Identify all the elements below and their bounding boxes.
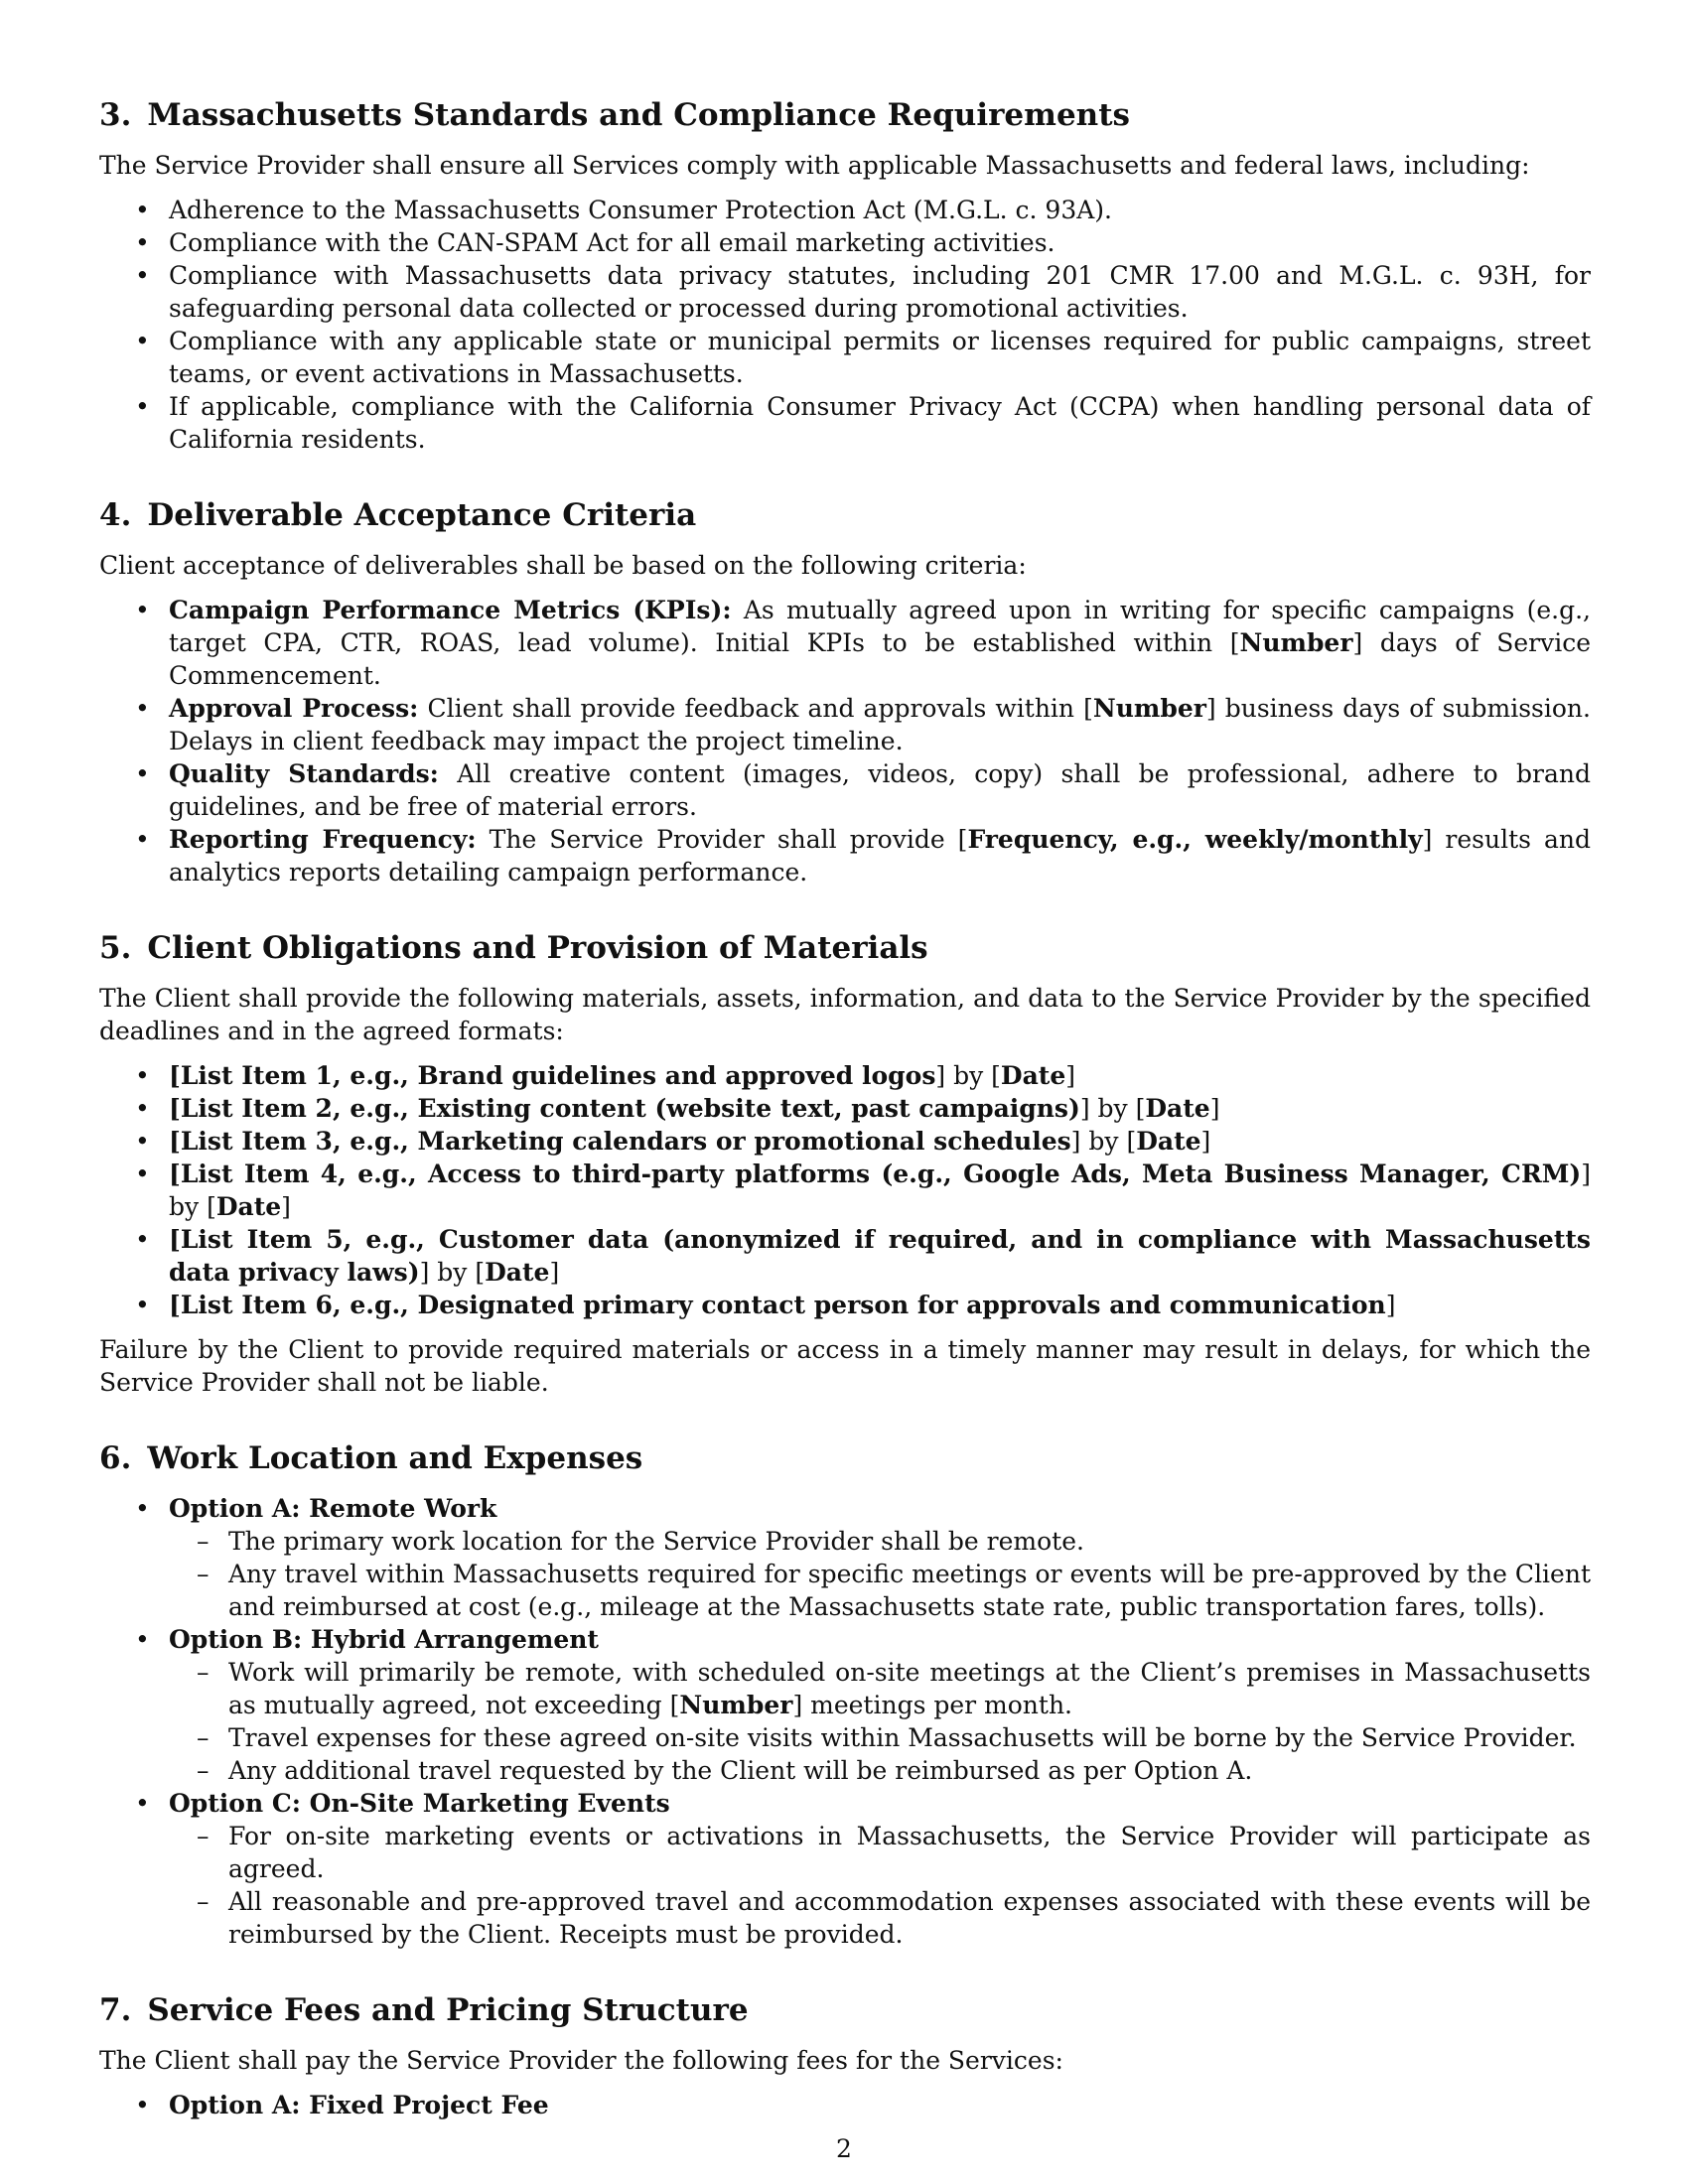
list-item: • Quality Standards: All creative content (images, videos, copy) shall be professional, adhere to brand guidelines, and be free of material errors. — [135, 759, 1591, 821]
section-4 — [99, 495, 1591, 888]
section-3 — [99, 95, 1591, 456]
section-heading: 7. Service Fees and Pricing Structure — [99, 1992, 749, 2028]
criteria-list — [99, 594, 1591, 888]
bullet-icon: • — [135, 759, 150, 788]
list-item: • Approval Process: Client shall provide feedback and approvals within [Number] business days of submission. Delays in client feedback may impact the project timeline. — [135, 694, 1591, 755]
bullet-icon: • — [135, 1160, 150, 1188]
list-item: • [List Item 3, e.g., Marketing calendars or promotional schedules] by [Date] — [135, 1127, 1211, 1156]
section-7 — [99, 1990, 1591, 2121]
placeholder: Number — [1239, 628, 1353, 657]
sublist-item: – Work will primarily be remote, with scheduled on-site meetings at the Client’s premises in Massachusetts as mutually agreed, not exceeding [Number] meetings per month. — [197, 1658, 1591, 1719]
list-item: • Adherence to the Massachusetts Consumer Protection Act (M.G.L. c. 93A). — [135, 196, 1112, 224]
list-item: • Option A: Fixed Project Fee — [135, 2091, 549, 2119]
list-item: • [List Item 5, e.g., Customer data (anonymized if required, and in compliance with Massachusetts data privacy laws)] by [Date] — [135, 1225, 1591, 1287]
sublist-item: – Any additional travel requested by the Client will be reimbursed as per Option A. — [197, 1756, 1253, 1785]
section-heading: 4. Deliverable Acceptance Criteria — [99, 497, 697, 533]
option-item: • Option B: Hybrid Arrangement – Work will primarily be remote, with scheduled on-site meetings at the Client’s premises in Massachusetts as mutually agreed, not exceeding [Number] meetings per month. – Travel expenses for these agreed on-site visits within Massachusetts will be borne by the Service Provider. – Any additional travel requested by the Client will be reimbursed as per Option A. — [135, 1625, 1591, 1785]
document-page — [99, 95, 1591, 2121]
fee-options-list — [99, 2089, 1591, 2121]
bullet-icon: • — [135, 596, 150, 624]
list-item: • Compliance with the CAN-SPAM Act for all email marketing activities. — [135, 228, 1055, 257]
placeholder: Number — [679, 1691, 793, 1719]
dash-icon: – — [197, 1887, 210, 1916]
dash-icon: – — [197, 1560, 210, 1588]
section-heading: 3. Massachusetts Standards and Compliance Requirements — [99, 97, 1130, 133]
bullet-icon: • — [135, 1127, 150, 1156]
list-item: • [List Item 2, e.g., Existing content (website text, past campaigns)] by [Date] — [135, 1094, 1220, 1123]
bullet-icon: • — [135, 261, 150, 290]
bullet-icon: • — [135, 1225, 150, 1254]
dash-icon: – — [197, 1822, 210, 1850]
list-item: • Reporting Frequency: The Service Provider shall provide [Frequency, e.g., weekly/monthly] results and analytics reports detailing campaign performance. — [135, 825, 1592, 887]
bullet-icon: • — [135, 327, 150, 355]
sublist-item: – Any travel within Massachusetts required for specific meetings or events will be pre-approved by the Client and reimbursed at cost (e.g., mileage at the Massachusetts state rate, public transportation fares, tolls). — [197, 1560, 1591, 1621]
bullet-icon: • — [135, 1625, 150, 1654]
option-item: • Option A: Remote Work – The primary work location for the Service Provider shall be remote. – Any travel within Massachusetts required for specific meetings or events will be pre-approved by the Client and reimbursed at cost (e.g., mileage at the Massachusetts state rate, public transportation fares, tolls). — [135, 1494, 1591, 1621]
placeholder: Number — [1092, 694, 1206, 723]
list-item: • Campaign Performance Metrics (KPIs): As mutually agreed upon in writing for specific campaigns (e.g., target CPA, CTR, ROAS, lead volume). Initial KPIs to be established within [Number] days of Service Commencement. — [135, 596, 1591, 690]
bullet-icon: • — [135, 825, 150, 854]
section-5 — [99, 928, 1591, 1399]
bullet-icon: • — [135, 1789, 150, 1818]
bullet-icon: • — [135, 228, 150, 257]
list-item: • Compliance with any applicable state or municipal permits or licenses required for public campaigns, street teams, or event activations in Massachusetts. — [135, 327, 1591, 388]
section-6 — [99, 1438, 1591, 1951]
list-item: • [List Item 4, e.g., Access to third-party platforms (e.g., Google Ads, Meta Business Manager, CRM)] by [Date] — [135, 1160, 1591, 1221]
sublist-item: – Travel expenses for these agreed on-site visits within Massachusetts will be borne by the Service Provider. — [197, 1723, 1577, 1752]
placeholder: Frequency, e.g., weekly/monthly — [967, 825, 1423, 854]
bullet-icon: • — [135, 1291, 150, 1319]
section-note: Failure by the Client to provide required materials or access in a timely manner may result in delays, for which the Service Provider shall not be liable. — [99, 1335, 1591, 1397]
list-item: • [List Item 1, e.g., Brand guidelines and approved logos] by [Date] — [135, 1061, 1076, 1090]
section-intro: The Client shall pay the Service Provider the following fees for the Services: — [99, 2046, 1063, 2075]
dash-icon: – — [197, 1658, 210, 1687]
sublist-item: – All reasonable and pre-approved travel and accommodation expenses associated with these events will be reimbursed by the Client. Receipts must be provided. — [197, 1887, 1591, 1949]
dash-icon: – — [197, 1527, 210, 1556]
bullet-icon: • — [135, 2091, 150, 2119]
section-intro: The Client shall provide the following materials, assets, information, and data to the Service Provider by the specified deadlines and in the agreed formats: — [99, 984, 1591, 1045]
bullet-icon: • — [135, 694, 150, 723]
option-sublist — [169, 1525, 1591, 1623]
list-item: • [List Item 6, e.g., Designated primary contact person for approvals and communication] — [135, 1291, 1396, 1319]
section-heading: 5. Client Obligations and Provision of Materials — [99, 930, 928, 966]
option-sublist — [169, 1656, 1591, 1787]
work-location-options — [99, 1492, 1591, 1951]
compliance-list — [99, 194, 1591, 456]
sublist-item: – The primary work location for the Service Provider shall be remote. — [197, 1527, 1084, 1556]
section-intro: The Service Provider shall ensure all Services comply with applicable Massachusetts and federal laws, including: — [99, 151, 1530, 180]
page-number: 2 — [836, 2134, 852, 2163]
section-heading: 6. Work Location and Expenses — [99, 1440, 643, 1476]
section-intro: Client acceptance of deliverables shall be based on the following criteria: — [99, 551, 1027, 580]
bullet-icon: • — [135, 392, 150, 421]
bullet-icon: • — [135, 1061, 150, 1090]
list-item: • If applicable, compliance with the California Consumer Privacy Act (CCPA) when handling personal data of California residents. — [135, 392, 1591, 454]
bullet-icon: • — [135, 1494, 150, 1523]
option-item: • Option C: On-Site Marketing Events – For on-site marketing events or activations in Massachusetts, the Service Provider will participate as agreed. – All reasonable and pre-approved travel and accommodation expenses associated with these events will be reimbursed by the Client. Receipts must be provided. — [135, 1789, 1591, 1949]
dash-icon: – — [197, 1756, 210, 1785]
bullet-icon: • — [135, 196, 150, 224]
dash-icon: – — [197, 1723, 210, 1752]
list-item: • Compliance with Massachusetts data privacy statutes, including 201 CMR 17.00 and M.G.L. c. 93H, for safeguarding personal data collected or processed during promotional activities. — [135, 261, 1591, 323]
sublist-item: – For on-site marketing events or activations in Massachusetts, the Service Provider will participate as agreed. — [197, 1822, 1591, 1883]
option-sublist — [169, 1820, 1591, 1951]
materials-list — [99, 1059, 1591, 1321]
bullet-icon: • — [135, 1094, 150, 1123]
